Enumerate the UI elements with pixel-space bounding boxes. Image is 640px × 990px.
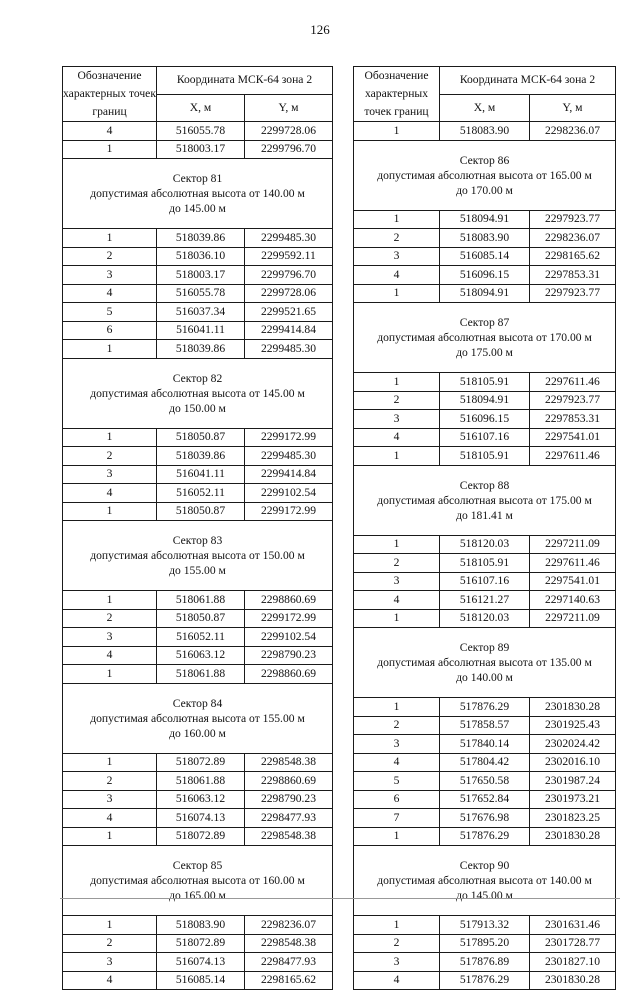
y-coordinate-cell: 2297211.09 xyxy=(530,535,616,554)
x-coordinate-cell: 518003.17 xyxy=(157,140,245,159)
y-coordinate-cell: 2297611.46 xyxy=(530,554,616,573)
point-number-cell: 1 xyxy=(63,140,157,159)
sector-header-row xyxy=(63,683,333,753)
page-number: 126 xyxy=(310,22,330,37)
y-coordinate-cell: 2297140.63 xyxy=(530,591,616,610)
sector-title: Сектор 82 xyxy=(172,371,223,385)
y-coordinate-cell: 2298548.38 xyxy=(245,753,333,772)
x-coordinate-cell: 518083.90 xyxy=(157,916,245,935)
sector-title: Сектор 90 xyxy=(459,859,510,872)
table-row xyxy=(354,122,616,141)
sector-header-row xyxy=(63,159,333,229)
y-coordinate-cell: 2297923.77 xyxy=(530,391,616,410)
table-row xyxy=(63,122,333,141)
x-coordinate-cell: 518003.17 xyxy=(157,266,245,285)
sector-height-limit: до 140.00 м xyxy=(456,671,513,684)
y-coordinate-cell: 2297611.46 xyxy=(530,373,616,392)
point-number-cell: 1 xyxy=(63,340,157,359)
y-coordinate-cell: 2297541.01 xyxy=(530,428,616,447)
table-row xyxy=(63,465,333,484)
sector-header-row xyxy=(354,846,616,916)
x-coordinate-cell: 516096.15 xyxy=(440,410,530,429)
x-coordinate-cell: 518050.87 xyxy=(157,428,245,447)
x-coordinate-cell: 518039.86 xyxy=(157,447,245,466)
table-row xyxy=(354,373,616,392)
sector-caption xyxy=(63,846,333,916)
point-number-cell: 7 xyxy=(354,809,440,828)
sector-header-row xyxy=(63,521,333,591)
x-coordinate-cell: 518105.91 xyxy=(440,554,530,573)
x-coordinate-cell: 516055.78 xyxy=(157,122,245,141)
header-designation: Обозначение характерных точек границ xyxy=(63,67,157,122)
x-coordinate-cell: 516074.13 xyxy=(157,809,245,828)
sector-title: Сектор 88 xyxy=(459,478,510,492)
x-coordinate-cell: 516085.14 xyxy=(157,971,245,990)
sector-height-limit: до 145.00 м xyxy=(456,889,513,902)
point-number-cell: 1 xyxy=(354,609,440,628)
table-row xyxy=(63,646,333,665)
point-number-cell: 4 xyxy=(63,284,157,303)
sector-title: Сектор 85 xyxy=(172,859,223,872)
x-coordinate-cell: 518105.91 xyxy=(440,373,530,392)
y-coordinate-cell: 2299796.70 xyxy=(245,266,333,285)
y-coordinate-cell: 2302024.42 xyxy=(530,735,616,754)
x-coordinate-cell: 517858.57 xyxy=(440,716,530,735)
y-coordinate-cell: 2298236.07 xyxy=(530,122,616,141)
y-coordinate-cell: 2299102.54 xyxy=(245,628,333,647)
y-coordinate-cell: 2298477.93 xyxy=(245,953,333,972)
y-coordinate-cell: 2298860.69 xyxy=(245,665,333,684)
table-row xyxy=(354,247,616,266)
x-coordinate-cell: 516055.78 xyxy=(157,284,245,303)
sector-height-range: допустимая абсолютная высота от 160.00 м xyxy=(90,874,305,887)
sector-header-row xyxy=(354,628,616,698)
x-coordinate-cell: 517895.20 xyxy=(440,934,530,953)
header-x: X, м xyxy=(440,94,530,122)
sector-height-range: допустимая абсолютная высота от 140.00 м xyxy=(90,187,305,200)
table-row xyxy=(63,266,333,285)
x-coordinate-cell: 517804.42 xyxy=(440,753,530,772)
y-coordinate-cell: 2301631.46 xyxy=(530,916,616,935)
x-coordinate-cell: 516052.11 xyxy=(157,628,245,647)
header-y: Y, м xyxy=(530,94,616,122)
x-coordinate-cell: 518036.10 xyxy=(157,247,245,266)
table-row xyxy=(63,229,333,248)
point-number-cell: 2 xyxy=(354,934,440,953)
y-coordinate-cell: 2298790.23 xyxy=(245,790,333,809)
y-coordinate-cell: 2297853.31 xyxy=(530,410,616,429)
table-row xyxy=(354,916,616,935)
y-coordinate-cell: 2302016.10 xyxy=(530,753,616,772)
header-coordinate: Координата МСК-64 зона 2 xyxy=(440,67,616,95)
x-coordinate-cell: 516063.12 xyxy=(157,646,245,665)
point-number-cell: 1 xyxy=(63,753,157,772)
y-coordinate-cell: 2297853.31 xyxy=(530,266,616,285)
header-coordinate: Координата МСК-64 зона 2 xyxy=(157,67,333,95)
sector-height-range: допустимая абсолютная высота от 150.00 м xyxy=(90,549,305,562)
x-coordinate-cell: 518105.91 xyxy=(440,447,530,466)
y-coordinate-cell: 2299172.99 xyxy=(245,609,333,628)
sector-caption xyxy=(63,159,333,229)
sector-caption xyxy=(354,140,616,210)
table-row xyxy=(63,140,333,159)
point-number-cell: 2 xyxy=(63,934,157,953)
x-coordinate-cell: 517840.14 xyxy=(440,735,530,754)
y-coordinate-cell: 2298236.07 xyxy=(530,229,616,248)
point-number-cell: 2 xyxy=(63,447,157,466)
table-body-left xyxy=(63,122,333,990)
x-coordinate-cell: 516085.14 xyxy=(440,247,530,266)
table-row xyxy=(63,428,333,447)
sector-title: Сектор 86 xyxy=(459,153,510,167)
table-row xyxy=(63,284,333,303)
table-row xyxy=(63,772,333,791)
y-coordinate-cell: 2298860.69 xyxy=(245,591,333,610)
x-coordinate-cell: 517876.29 xyxy=(440,827,530,846)
y-coordinate-cell: 2301830.28 xyxy=(530,971,616,990)
point-number-cell: 2 xyxy=(63,247,157,266)
x-coordinate-cell: 518083.90 xyxy=(440,229,530,248)
table-row xyxy=(63,447,333,466)
x-coordinate-cell: 518094.91 xyxy=(440,391,530,410)
point-number-cell: 3 xyxy=(354,410,440,429)
table-row xyxy=(63,934,333,953)
y-coordinate-cell: 2299592.11 xyxy=(245,247,333,266)
point-number-cell: 1 xyxy=(63,665,157,684)
x-coordinate-cell: 518061.88 xyxy=(157,665,245,684)
y-coordinate-cell: 2301830.28 xyxy=(530,827,616,846)
y-coordinate-cell: 2298860.69 xyxy=(245,772,333,791)
x-coordinate-cell: 518120.03 xyxy=(440,609,530,628)
point-number-cell: 1 xyxy=(354,210,440,229)
sector-height-limit: до 155.00 м xyxy=(169,564,226,577)
sector-caption xyxy=(354,628,616,698)
y-coordinate-cell: 2298236.07 xyxy=(245,916,333,935)
y-coordinate-cell: 2298548.38 xyxy=(245,827,333,846)
table-row xyxy=(354,535,616,554)
sector-title: Сектор 87 xyxy=(459,316,510,329)
y-coordinate-cell: 2301925.43 xyxy=(530,716,616,735)
point-number-cell: 4 xyxy=(63,809,157,828)
point-number-cell: 4 xyxy=(63,971,157,990)
header-x: X, м xyxy=(157,94,245,122)
table-row xyxy=(354,735,616,754)
sector-caption xyxy=(63,521,333,591)
table-row xyxy=(354,284,616,303)
x-coordinate-cell: 517913.32 xyxy=(440,916,530,935)
y-coordinate-cell: 2301987.24 xyxy=(530,772,616,791)
y-coordinate-cell: 2299728.06 xyxy=(245,284,333,303)
table-row xyxy=(354,266,616,285)
y-coordinate-cell: 2301827.10 xyxy=(530,953,616,972)
y-coordinate-cell: 2297541.01 xyxy=(530,572,616,591)
y-coordinate-cell: 2299728.06 xyxy=(245,122,333,141)
sector-header-row xyxy=(63,358,333,428)
point-number-cell: 2 xyxy=(63,609,157,628)
point-number-cell: 1 xyxy=(354,373,440,392)
table-row xyxy=(354,953,616,972)
point-number-cell: 2 xyxy=(63,772,157,791)
sector-height-limit: до 160.00 м xyxy=(169,726,226,740)
y-coordinate-cell: 2299485.30 xyxy=(245,447,333,466)
table-row xyxy=(354,809,616,828)
x-coordinate-cell: 518050.87 xyxy=(157,609,245,628)
point-number-cell: 5 xyxy=(354,772,440,791)
x-coordinate-cell: 516074.13 xyxy=(157,953,245,972)
point-number-cell: 4 xyxy=(63,646,157,665)
table-row xyxy=(354,971,616,990)
y-coordinate-cell: 2298477.93 xyxy=(245,809,333,828)
point-number-cell: 3 xyxy=(354,953,440,972)
table-row xyxy=(63,790,333,809)
table-row xyxy=(63,484,333,503)
point-number-cell: 1 xyxy=(63,916,157,935)
point-number-cell: 2 xyxy=(354,716,440,735)
point-number-cell: 4 xyxy=(354,971,440,990)
sector-caption xyxy=(354,465,616,535)
y-coordinate-cell: 2297923.77 xyxy=(530,284,616,303)
table-row xyxy=(354,428,616,447)
point-number-cell: 1 xyxy=(63,827,157,846)
x-coordinate-cell: 516052.11 xyxy=(157,484,245,503)
table-row xyxy=(63,609,333,628)
x-coordinate-cell: 516107.16 xyxy=(440,572,530,591)
table-row xyxy=(63,303,333,322)
x-coordinate-cell: 516121.27 xyxy=(440,591,530,610)
table-row xyxy=(354,410,616,429)
point-number-cell: 3 xyxy=(63,953,157,972)
point-number-cell: 3 xyxy=(354,247,440,266)
table-row xyxy=(354,934,616,953)
table-row xyxy=(354,609,616,628)
x-coordinate-cell: 518072.89 xyxy=(157,827,245,846)
x-coordinate-cell: 517876.29 xyxy=(440,698,530,717)
y-coordinate-cell: 2298548.38 xyxy=(245,934,333,953)
y-coordinate-cell: 2299796.70 xyxy=(245,140,333,159)
y-coordinate-cell: 2297211.09 xyxy=(530,609,616,628)
sector-caption xyxy=(63,358,333,428)
table-row xyxy=(63,340,333,359)
point-number-cell: 4 xyxy=(63,122,157,141)
table-body-right xyxy=(354,122,616,990)
sector-height-limit: до 170.00 м xyxy=(456,183,513,197)
point-number-cell: 5 xyxy=(63,303,157,322)
sector-height-range: допустимая абсолютная высота от 155.00 м xyxy=(90,711,305,725)
page-bottom-divider xyxy=(60,898,620,899)
point-number-cell: 1 xyxy=(63,591,157,610)
table-row xyxy=(354,716,616,735)
x-coordinate-cell: 517876.89 xyxy=(440,953,530,972)
x-coordinate-cell: 518072.89 xyxy=(157,753,245,772)
point-number-cell: 4 xyxy=(354,753,440,772)
point-number-cell: 4 xyxy=(354,266,440,285)
sector-height-limit: до 175.00 м xyxy=(456,346,513,359)
table-row xyxy=(354,827,616,846)
point-number-cell: 1 xyxy=(354,916,440,935)
point-number-cell: 1 xyxy=(354,827,440,846)
point-number-cell: 1 xyxy=(354,698,440,717)
table-row xyxy=(63,916,333,935)
table-row xyxy=(354,753,616,772)
sector-title: Сектор 81 xyxy=(172,172,223,185)
sector-header-row xyxy=(354,303,616,373)
y-coordinate-cell: 2297611.46 xyxy=(530,447,616,466)
y-coordinate-cell: 2299102.54 xyxy=(245,484,333,503)
x-coordinate-cell: 516096.15 xyxy=(440,266,530,285)
point-number-cell: 6 xyxy=(354,790,440,809)
y-coordinate-cell: 2299414.84 xyxy=(245,465,333,484)
point-number-cell: 1 xyxy=(63,229,157,248)
y-coordinate-cell: 2298165.62 xyxy=(245,971,333,990)
point-number-cell: 3 xyxy=(63,628,157,647)
point-number-cell: 2 xyxy=(354,229,440,248)
sector-header-row xyxy=(354,140,616,210)
x-coordinate-cell: 518050.87 xyxy=(157,502,245,521)
x-coordinate-cell: 516037.34 xyxy=(157,303,245,322)
table-row xyxy=(354,572,616,591)
point-number-cell: 4 xyxy=(354,591,440,610)
table-row xyxy=(63,971,333,990)
x-coordinate-cell: 516041.11 xyxy=(157,465,245,484)
point-number-cell: 1 xyxy=(63,502,157,521)
y-coordinate-cell: 2297923.77 xyxy=(530,210,616,229)
coordinates-table-left xyxy=(62,66,333,990)
x-coordinate-cell: 518061.88 xyxy=(157,591,245,610)
sector-height-limit: до 165.00 м xyxy=(169,889,226,902)
table-row xyxy=(354,391,616,410)
sector-title: Сектор 84 xyxy=(172,696,223,710)
sector-header-row xyxy=(63,846,333,916)
table-row xyxy=(63,628,333,647)
sector-height-limit: до 181.41 м xyxy=(456,508,513,522)
x-coordinate-cell: 516041.11 xyxy=(157,321,245,340)
y-coordinate-cell: 2299172.99 xyxy=(245,502,333,521)
y-coordinate-cell: 2301830.28 xyxy=(530,698,616,717)
x-coordinate-cell: 518083.90 xyxy=(440,122,530,141)
point-number-cell: 4 xyxy=(354,428,440,447)
point-number-cell: 1 xyxy=(354,284,440,303)
point-number-cell: 1 xyxy=(354,122,440,141)
table-row xyxy=(354,447,616,466)
y-coordinate-cell: 2299414.84 xyxy=(245,321,333,340)
table-row xyxy=(354,591,616,610)
x-coordinate-cell: 518061.88 xyxy=(157,772,245,791)
x-coordinate-cell: 518094.91 xyxy=(440,210,530,229)
table-row xyxy=(354,554,616,573)
x-coordinate-cell: 518039.86 xyxy=(157,229,245,248)
table-row xyxy=(63,247,333,266)
y-coordinate-cell: 2299485.30 xyxy=(245,340,333,359)
sector-height-range: допустимая абсолютная высота от 145.00 м xyxy=(90,386,305,400)
y-coordinate-cell: 2301973.21 xyxy=(530,790,616,809)
point-number-cell: 4 xyxy=(63,484,157,503)
x-coordinate-cell: 517650.58 xyxy=(440,772,530,791)
sector-height-range: допустимая абсолютная высота от 165.00 м xyxy=(377,168,592,182)
sector-height-limit: до 150.00 м xyxy=(169,401,226,415)
y-coordinate-cell: 2298165.62 xyxy=(530,247,616,266)
x-coordinate-cell: 518072.89 xyxy=(157,934,245,953)
coordinates-table-right xyxy=(353,66,616,990)
sector-title: Сектор 89 xyxy=(459,641,510,654)
table-row xyxy=(63,827,333,846)
sector-header-row xyxy=(354,465,616,535)
table-row xyxy=(354,772,616,791)
point-number-cell: 2 xyxy=(354,391,440,410)
y-coordinate-cell: 2299485.30 xyxy=(245,229,333,248)
point-number-cell: 2 xyxy=(354,554,440,573)
sector-height-range: допустимая абсолютная высота от 170.00 м xyxy=(377,331,592,344)
x-coordinate-cell: 517652.84 xyxy=(440,790,530,809)
x-coordinate-cell: 518120.03 xyxy=(440,535,530,554)
table-row xyxy=(63,321,333,340)
header-designation: Обозначение характерных точек границ xyxy=(354,67,440,122)
point-number-cell: 3 xyxy=(63,266,157,285)
table-row xyxy=(354,210,616,229)
point-number-cell: 6 xyxy=(63,321,157,340)
table-row xyxy=(63,953,333,972)
x-coordinate-cell: 518039.86 xyxy=(157,340,245,359)
table-row xyxy=(63,809,333,828)
y-coordinate-cell: 2301728.77 xyxy=(530,934,616,953)
sector-caption xyxy=(354,846,616,916)
sector-caption xyxy=(63,683,333,753)
sector-height-range: допустимая абсолютная высота от 175.00 м xyxy=(377,493,592,507)
point-number-cell: 3 xyxy=(63,790,157,809)
y-coordinate-cell: 2298790.23 xyxy=(245,646,333,665)
point-number-cell: 1 xyxy=(354,535,440,554)
point-number-cell: 1 xyxy=(354,447,440,466)
sector-height-limit: до 145.00 м xyxy=(169,202,226,215)
table-row xyxy=(354,698,616,717)
sector-height-range: допустимая абсолютная высота от 135.00 м xyxy=(377,656,592,669)
x-coordinate-cell: 516107.16 xyxy=(440,428,530,447)
y-coordinate-cell: 2299521.65 xyxy=(245,303,333,322)
point-number-cell: 3 xyxy=(63,465,157,484)
x-coordinate-cell: 517676.98 xyxy=(440,809,530,828)
x-coordinate-cell: 516063.12 xyxy=(157,790,245,809)
x-coordinate-cell: 518094.91 xyxy=(440,284,530,303)
point-number-cell: 1 xyxy=(63,428,157,447)
table-row xyxy=(63,502,333,521)
sector-caption xyxy=(354,303,616,373)
point-number-cell: 3 xyxy=(354,735,440,754)
table-row xyxy=(354,229,616,248)
header-y: Y, м xyxy=(245,94,333,122)
point-number-cell: 3 xyxy=(354,572,440,591)
sector-height-range: допустимая абсолютная высота от 140.00 м xyxy=(377,874,592,887)
y-coordinate-cell: 2299172.99 xyxy=(245,428,333,447)
table-row xyxy=(354,790,616,809)
table-row xyxy=(63,591,333,610)
table-row xyxy=(63,665,333,684)
x-coordinate-cell: 517876.29 xyxy=(440,971,530,990)
table-row xyxy=(63,753,333,772)
sector-title: Сектор 83 xyxy=(172,534,223,547)
y-coordinate-cell: 2301823.25 xyxy=(530,809,616,828)
